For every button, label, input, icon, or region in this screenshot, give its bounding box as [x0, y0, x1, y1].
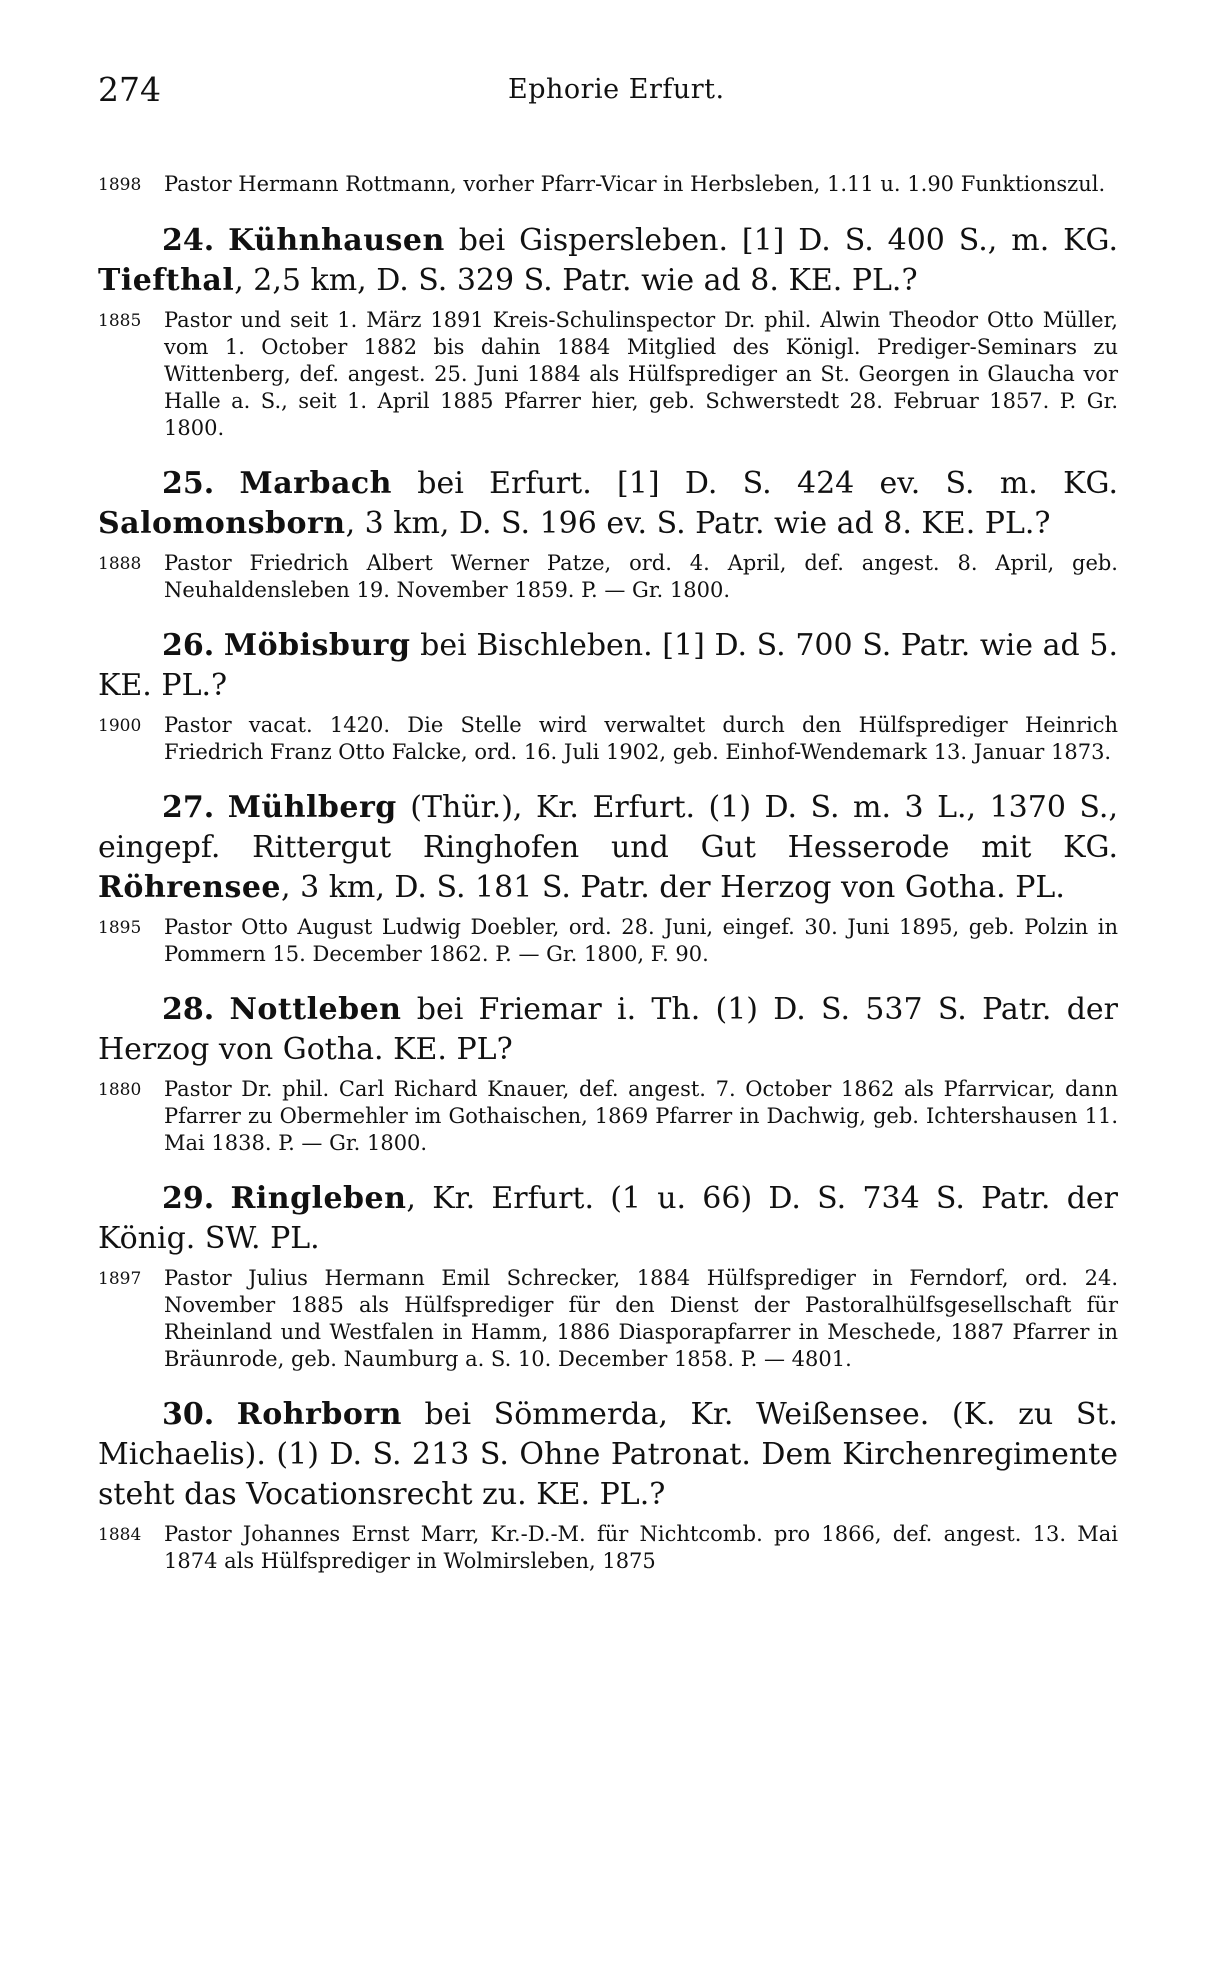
- parish-name: Marbach: [239, 466, 392, 501]
- pastor-record: 1897 Pastor Julius Hermann Emil Schrecker, 1884 Hülfsprediger in Ferndorf, ord. 24. November 1885 als Hülfsprediger für den Dienst der Pastoralhülfsgesellschaft für Rheinland und Westfalen in Hamm, 1886 Diasporapfarrer in Meschede, 1887 Pfarrer in Bräunrode, geb. Naumburg a. S. 10. December 1858. P. — 4801.: [98, 1266, 1118, 1371]
- entry-25: [98, 464, 1118, 604]
- running-title: Ephorie Erfurt.: [508, 74, 725, 105]
- parish-name: Möbisburg: [223, 628, 411, 663]
- entry-29: [98, 1179, 1118, 1373]
- entries: [98, 165, 1118, 1575]
- entry-26: [98, 626, 1118, 766]
- entry-30: [98, 1395, 1118, 1575]
- parish-heading: 26. Möbisburg bei Bischleben. [1] D. S. 700 S. Patr. wie ad 5. KE. PL.?: [98, 628, 1118, 703]
- page-number: 274: [98, 70, 161, 109]
- pastor-record: 1895 Pastor Otto August Ludwig Doebler, ord. 28. Juni, eingef. 30. Juni 1895, geb. Polzin in Pommern 15. December 1862. P. — Gr. 1800, F. 90.: [98, 915, 1118, 966]
- parish-heading: 27. Mühlberg (Thür.), Kr. Erfurt. (1) D. S. m. 3 L., 1370 S., eingepf. Rittergut Ringhofen und Gut Hesserode mit KG. Röhrensee, 3 km, D. S. 181 S. Patr. der Herzog von Gotha. PL.: [98, 790, 1118, 905]
- parish-heading: 28. Nottleben bei Friemar i. Th. (1) D. S. 537 S. Patr. der Herzog von Gotha. KE. PL?: [98, 992, 1118, 1067]
- pastor-record: 1884 Pastor Johannes Ernst Marr, Kr.-D.-M. für Nichtcomb. pro 1866, def. angest. 13. Mai 1874 als Hülfsprediger in Wolmirsleben, 1875: [98, 1522, 1118, 1573]
- parish-heading: 25. Marbach bei Erfurt. [1] D. S. 424 ev. S. m. KG. Salomonsborn, 3 km, D. S. 196 ev. S. Patr. wie ad 8. KE. PL.?: [98, 466, 1118, 541]
- pastor-record: 1888 Pastor Friedrich Albert Werner Patze, ord. 4. April, def. angest. 8. April, geb. Neuhaldensleben 19. November 1859. P. — Gr. 1800.: [98, 551, 1118, 602]
- entry-28: [98, 990, 1118, 1157]
- parish-heading: 29. Ringleben, Kr. Erfurt. (1 u. 66) D. S. 734 S. Patr. der König. SW. PL.: [98, 1181, 1118, 1256]
- parish-name: Kühnhausen: [228, 223, 445, 258]
- pastor-year: 1898: [98, 175, 142, 195]
- parish-name: Mühlberg: [227, 790, 397, 825]
- page-header: [98, 70, 1118, 110]
- parish-name: Ringleben: [230, 1181, 407, 1216]
- parish-heading: 24. Kühnhausen bei Gispersleben. [1] D. S. 400 S., m. KG. Tiefthal, 2,5 km, D. S. 329 S. Patr. wie ad 8. KE. PL.?: [98, 223, 1118, 298]
- parish-name: Nottleben: [229, 992, 402, 1027]
- pastor-record: 1880 Pastor Dr. phil. Carl Richard Knauer, def. angest. 7. October 1862 als Pfarrvicar, dann Pfarrer zu Obermehler im Gothaischen, 1869 Pfarrer in Dachwig, geb. Ichtershausen 11. Mai 1838. P. — Gr. 1800.: [98, 1077, 1118, 1155]
- continuation-pastor: [98, 171, 1118, 199]
- pastor-record: 1900 Pastor vacat. 1420. Die Stelle wird verwaltet durch den Hülfsprediger Heinrich Friedrich Franz Otto Falcke, ord. 16. Juli 1902, geb. Einhof-Wendemark 13. Januar 1873.: [98, 713, 1118, 764]
- entry-27: [98, 788, 1118, 968]
- pastor-text: Pastor Hermann Rottmann, vorher Pfarr-Vicar in Herbsleben, 1.11 u. 1.90 Funktionszul.: [164, 172, 1106, 196]
- parish-heading: 30. Rohrborn bei Sömmerda, Kr. Weißensee. (K. zu St. Michaelis). (1) D. S. 213 S. Ohne Patronat. Dem Kirchenregimente steht das Vocationsrecht zu. KE. PL.?: [98, 1397, 1118, 1512]
- entry-24: [98, 221, 1118, 442]
- pastor-record: 1885 Pastor und seit 1. März 1891 Kreis-Schulinspector Dr. phil. Alwin Theodor Otto Müller, vom 1. October 1882 bis dahin 1884 Mitglied des Königl. Prediger-Seminars zu Wittenberg, def. angest. 25. Juni 1884 als Hülfsprediger an St. Georgen in Glaucha vor Halle a. S., seit 1. April 1885 Pfarrer hier, geb. Schwerstedt 28. Februar 1857. P. Gr. 1800.: [98, 308, 1118, 440]
- parish-name: Rohrborn: [236, 1397, 402, 1432]
